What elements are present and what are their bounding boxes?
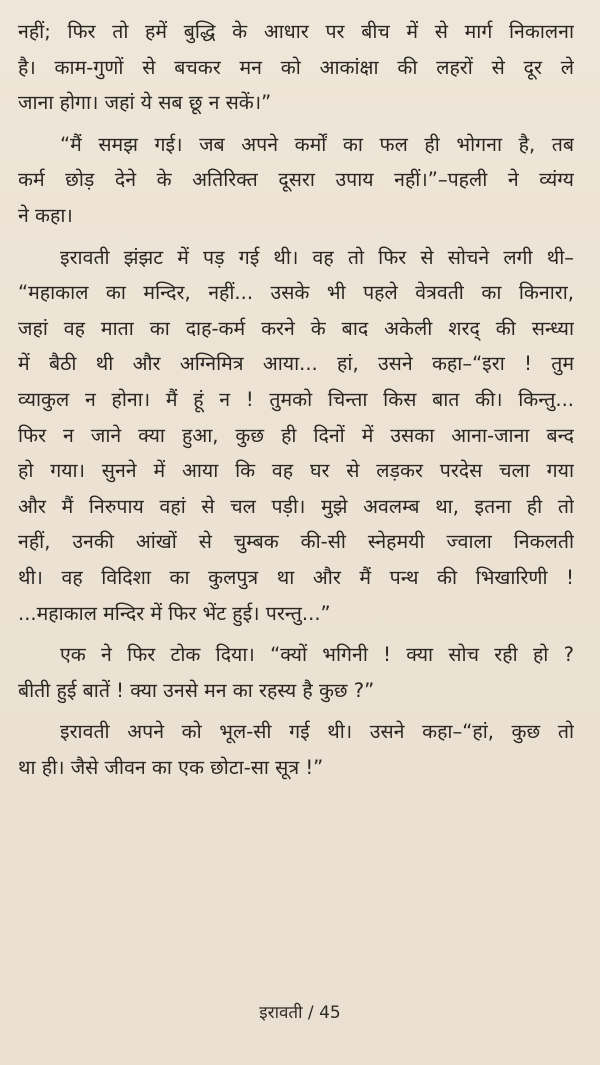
text-line: बीती हुई बातें ! क्या उनसे मन का रहस्य है कुछ ?” <box>18 678 375 702</box>
text-line: था ही। जैसे जीवन का एक छोटा-सा सूत्र !” <box>18 755 324 779</box>
page-body <box>18 14 574 785</box>
text-line: ने कहा। <box>18 203 73 227</box>
text-line: नहीं; फिर तो हमें बुद्धि के आधार पर बीच में से मार्ग निकालना <box>18 20 574 43</box>
text-line: इरावती झंझट में पड़ गई थी। वह तो फिर से सोचने लगी थी– <box>60 245 574 269</box>
text-line: थी। वह विदिशा का कुलपुत्र था और मैं पन्थ की भिखारिणी ! <box>18 565 574 589</box>
paragraph <box>18 240 574 632</box>
paragraph <box>18 637 574 708</box>
page-footer: इरावती / 45 <box>259 1003 341 1023</box>
paragraph <box>18 14 574 121</box>
text-line: एक ने फिर टोक दिया। “क्यों भगिनी ! क्या सोच रही हो ? <box>60 643 574 667</box>
text-line: ...महाकाल मन्दिर में फिर भेंट हुई। परन्तु...” <box>18 601 331 625</box>
text-line: “मैं समझ गई। जब अपने कर्मों का फल ही भोगना है, तब <box>60 132 574 156</box>
text-line: कर्म छोड़ देने के अतिरिक्त दूसरा उपाय नहीं।”–पहली ने व्यंग्य <box>18 168 574 192</box>
paragraph <box>18 714 574 785</box>
text-line: नहीं, उनकी आंखों से चुम्बक की-सी स्नेहमयी ज्वाला निकलती <box>18 530 574 554</box>
text-line: जहां वह माता का दाह-कर्म करने के बाद अकेली शरद् की सन्ध्या <box>18 316 574 340</box>
text-line: फिर न जाने क्या हुआ, कुछ ही दिनों में उसका आना-जाना बन्द <box>18 423 574 447</box>
text-line: जाना होगा। जहां ये सब छू न सकें।” <box>18 91 272 115</box>
paragraph <box>18 127 574 234</box>
text-line: “महाकाल का मन्दिर, नहीं... उसके भी पहले वेत्रवती का किनारा, <box>18 281 574 305</box>
text-line: है। काम-गुणों से बचकर मन को आकांक्षा की लहरों से दूर ले <box>18 55 574 79</box>
text-line: व्याकुल न होना। मैं हूं न ! तुमको चिन्ता किस बात की। किन्तु... <box>18 387 574 411</box>
text-line: हो गया। सुनने में आया कि वह घर से लड़कर परदेस चला गया <box>18 459 574 483</box>
text-line: और मैं निरुपाय वहां से चल पड़ी। मुझे अवलम्ब था, इतना ही तो <box>18 494 574 518</box>
text-line: में बैठी थी और अग्निमित्र आया... हां, उसने कहा–“इरा ! तुम <box>18 352 574 376</box>
text-line: इरावती अपने को भूल-सी गई थी। उसने कहा–“हां, कुछ तो <box>60 720 574 744</box>
